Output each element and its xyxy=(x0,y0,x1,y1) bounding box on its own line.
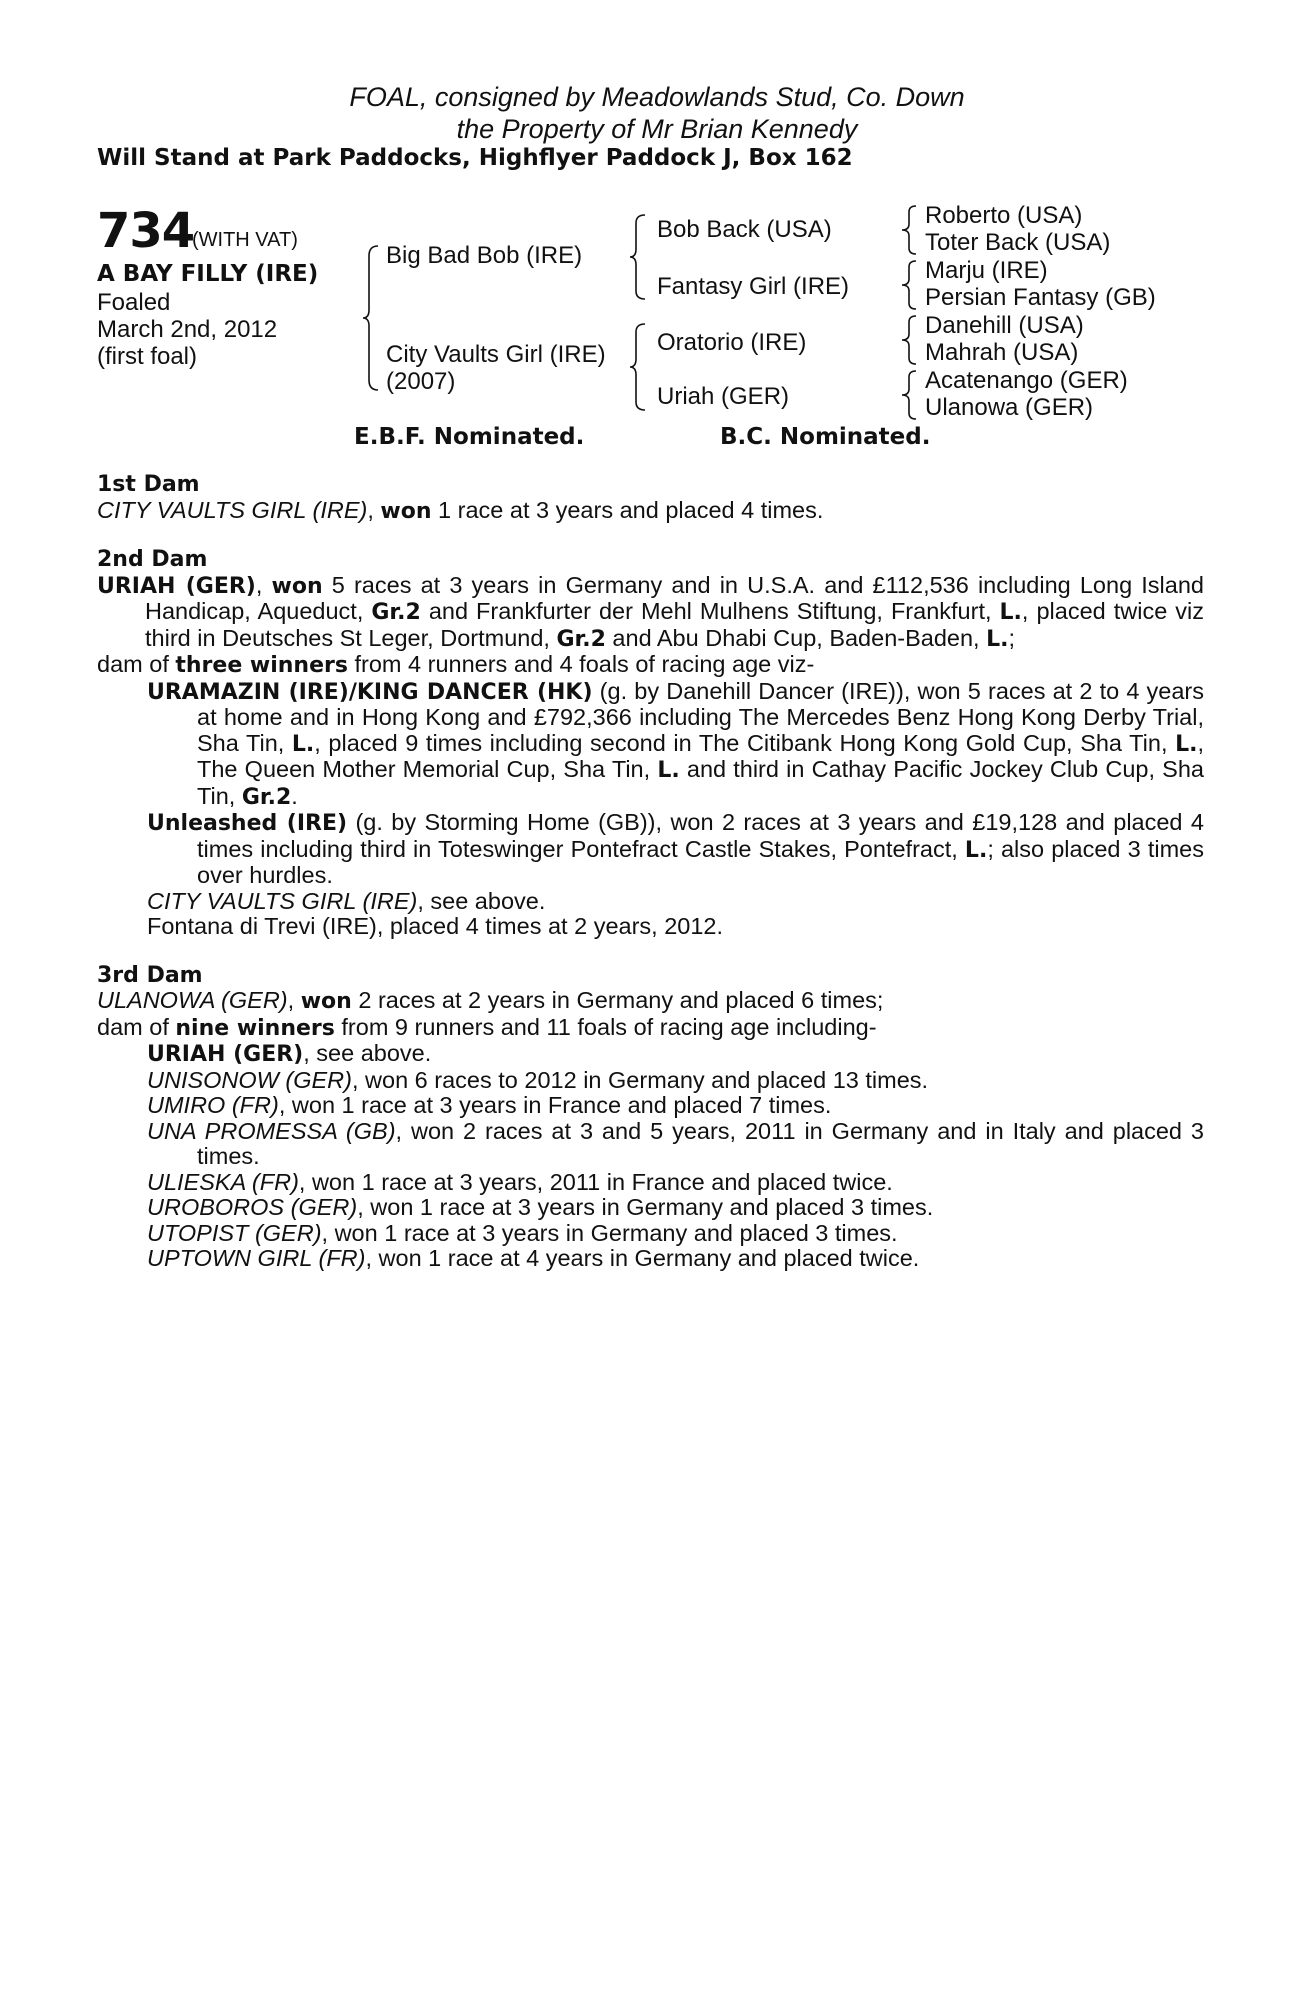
produce-fontana-di-trevi: Fontana di Trevi (IRE), placed 4 times at 2 years, 2012. xyxy=(147,913,724,939)
horse-name: UTOPIST (GER) xyxy=(147,1219,322,1246)
third-dam-heading: 3rd Dam xyxy=(97,962,203,988)
second-dam-record xyxy=(97,573,1204,653)
dam-of-text: from 9 runners and 11 foals of racing age including- xyxy=(334,1013,877,1040)
horse-name: URIAH (GER) xyxy=(147,1042,304,1067)
listed-label: L. xyxy=(986,626,1009,652)
list-item xyxy=(97,1246,1204,1272)
second-dam-name: URIAH (GER) xyxy=(97,573,256,599)
record-text: and Frankfurter der Mehl Mulhens Stiftung, Frankfurt, xyxy=(420,598,1000,624)
group-label: Gr.2 xyxy=(241,784,292,810)
uriah-brace xyxy=(900,369,918,421)
record-text: ; xyxy=(1008,624,1016,651)
record-text: 5 races at 3 years in Germany and in U.S.A. and £112,536 including Long Island Handicap, Aqueduct, xyxy=(145,571,1204,624)
first-dam-section xyxy=(97,472,1204,524)
horse-name: UNISONOW (GER) xyxy=(147,1066,352,1093)
record-text: , won 1 race at 4 years in Germany and placed twice. xyxy=(365,1245,920,1271)
list-item xyxy=(97,1195,1204,1221)
first-foal-note: (first foal) xyxy=(97,343,198,370)
dam-line-brace xyxy=(629,322,647,412)
won-label: won xyxy=(300,989,352,1014)
horse-name: ULIESKA (FR) xyxy=(147,1168,299,1195)
group-label: Gr.2 xyxy=(556,626,606,652)
list-item xyxy=(97,1093,1204,1119)
record-text: , won 1 race at 3 years in Germany and placed 3 times. xyxy=(321,1219,898,1246)
oratorio-brace xyxy=(900,314,918,366)
sire-dam-brace xyxy=(362,244,380,392)
ssd-name: Toter Back (USA) xyxy=(925,229,1111,256)
second-dam-produce-summary xyxy=(97,652,1204,679)
third-dam-section xyxy=(97,963,1204,1272)
third-dam-name: ULANOWA (GER) xyxy=(97,987,288,1013)
sire-name: Big Bad Bob (IRE) xyxy=(386,242,583,269)
won-label: won xyxy=(380,498,432,524)
dds-name: Acatenango (GER) xyxy=(925,367,1128,394)
record-text: , placed twice viz third in Deutsches St Leger, Dortmund, xyxy=(145,598,1204,651)
dss-name: Danehill (USA) xyxy=(925,312,1084,339)
dam-dam: Uriah (GER) xyxy=(657,383,790,410)
dam-of-label: dam of xyxy=(97,1013,176,1040)
horse-name: UNA PROMESSA (GB) xyxy=(147,1117,396,1144)
lot-number: 734 xyxy=(97,203,195,259)
sire-line-brace xyxy=(629,213,647,301)
horse-name: URAMAZIN (IRE)/KING DANCER (HK) xyxy=(147,679,593,705)
lot-title: A BAY FILLY (IRE) xyxy=(97,261,319,287)
won-label: won xyxy=(271,573,323,599)
record-text: and third in Cathay Pacific Jockey Club Cup, Sha Tin, xyxy=(197,756,1204,809)
sds-name: Marju (IRE) xyxy=(925,257,1048,284)
record-text: , won 6 races to 2012 in Germany and placed 13 times. xyxy=(351,1066,929,1093)
produce-city-vaults-girl xyxy=(97,889,1204,915)
foaled-label: Foaled xyxy=(97,289,171,316)
sire-sire: Bob Back (USA) xyxy=(657,216,832,243)
ebf-nomination: E.B.F. Nominated. xyxy=(354,424,585,450)
record-text: , see above. xyxy=(303,1040,432,1066)
list-item xyxy=(97,1119,1204,1170)
sss-name: Roberto (USA) xyxy=(925,202,1083,229)
vat-note: (WITH VAT) xyxy=(192,229,298,251)
record-text: and Abu Dhabi Cup, Baden-Baden, xyxy=(605,624,987,651)
record-text: , placed 9 times including second in The Citibank Hong Kong Gold Cup, Sha Tin, xyxy=(314,729,1176,756)
sdd-name: Persian Fantasy (GB) xyxy=(925,284,1156,311)
listed-label: L. xyxy=(291,731,315,757)
dsd-name: Mahrah (USA) xyxy=(925,339,1079,366)
dam-name: City Vaults Girl (IRE) xyxy=(386,341,606,368)
second-dam-heading: 2nd Dam xyxy=(97,547,208,572)
produce-record xyxy=(97,472,1204,1272)
group-label: Gr.2 xyxy=(371,600,421,625)
consignor-line: FOAL, consigned by Meadowlands Stud, Co. Down xyxy=(349,82,965,112)
separator: , xyxy=(287,987,301,1013)
record-text: , won 1 race at 3 years in France and placed 7 times. xyxy=(278,1092,832,1118)
horse-name: UMIRO (FR) xyxy=(147,1092,279,1118)
listed-label: L. xyxy=(1175,731,1198,757)
list-item xyxy=(97,1221,1204,1247)
record-text: , The Queen Mother Memorial Cup, Sha Tin, xyxy=(197,729,1204,782)
stand-location: Will Stand at Park Paddocks, Highflyer Paddock J, Box 162 xyxy=(97,145,853,171)
dam-of-text: from 4 runners and 4 foals of racing age viz- xyxy=(347,651,815,677)
horse-name: CITY VAULTS GIRL (IRE) xyxy=(147,887,418,914)
second-dam-section xyxy=(97,547,1204,940)
property-line: the Property of Mr Brian Kennedy xyxy=(456,114,858,144)
separator: , xyxy=(255,571,272,598)
winners-count: three winners xyxy=(175,653,348,678)
horse-name: UROBOROS (GER) xyxy=(147,1194,358,1220)
record-text: 2 races at 2 years in Germany and placed 6 times; xyxy=(351,987,884,1013)
dam-year: (2007) xyxy=(386,368,456,395)
ddd-name: Ulanowa (GER) xyxy=(925,394,1094,421)
first-dam-record xyxy=(97,498,1204,525)
listed-label: L. xyxy=(999,600,1022,625)
first-dam-heading: 1st Dam xyxy=(97,472,200,497)
record-text: (g. by Danehill Dancer (IRE)), won 5 races at 2 to 4 years at home and in Hong Kong and £792,366 including The Mercedes Benz Hong Kong Derby Trial, Sha Tin, xyxy=(197,677,1204,756)
third-dam-produce-summary xyxy=(97,1015,1204,1042)
horse-name: Unleashed (IRE) xyxy=(147,811,348,836)
produce-unleashed xyxy=(97,810,1204,889)
record-text: ; also placed 3 times over hurdles. xyxy=(197,835,1204,888)
produce-uriah xyxy=(97,1041,1204,1068)
bc-nomination: B.C. Nominated. xyxy=(720,424,931,450)
record-text: , won 1 race at 3 years, 2011 in France and placed twice. xyxy=(298,1168,893,1195)
listed-label: L. xyxy=(964,837,988,863)
third-dam-record xyxy=(97,988,1204,1015)
dam-of-label: dam of xyxy=(97,651,176,677)
produce-uramazin xyxy=(97,679,1204,811)
foaled-date: March 2nd, 2012 xyxy=(97,316,278,343)
fantasy-girl-brace xyxy=(900,259,918,311)
bob-back-brace xyxy=(900,204,918,256)
list-item xyxy=(97,1170,1204,1196)
record-text: . xyxy=(291,782,298,809)
first-dam-text: 1 race at 3 years and placed 4 times. xyxy=(431,496,824,523)
sire-dam: Fantasy Girl (IRE) xyxy=(657,273,850,300)
winners-count: nine winners xyxy=(175,1015,335,1041)
record-text: , see above. xyxy=(417,887,546,914)
dam-sire: Oratorio (IRE) xyxy=(657,329,807,356)
listed-label: L. xyxy=(657,758,680,783)
list-item xyxy=(97,1068,1204,1094)
record-text: (g. by Storming Home (GB)), won 2 races at 3 years and £19,128 and placed 4 times including third in Toteswinger Pontefract Castle Stakes, Pontefract, xyxy=(197,809,1204,862)
separator: , xyxy=(367,496,381,523)
record-text: , won 1 race at 3 years in Germany and placed 3 times. xyxy=(357,1194,934,1220)
record-text: , won 2 races at 3 and 5 years, 2011 in Germany and in Italy and placed 3 times. xyxy=(197,1117,1204,1169)
horse-name: UPTOWN GIRL (FR) xyxy=(147,1245,366,1271)
first-dam-name: CITY VAULTS GIRL (IRE) xyxy=(97,496,368,523)
